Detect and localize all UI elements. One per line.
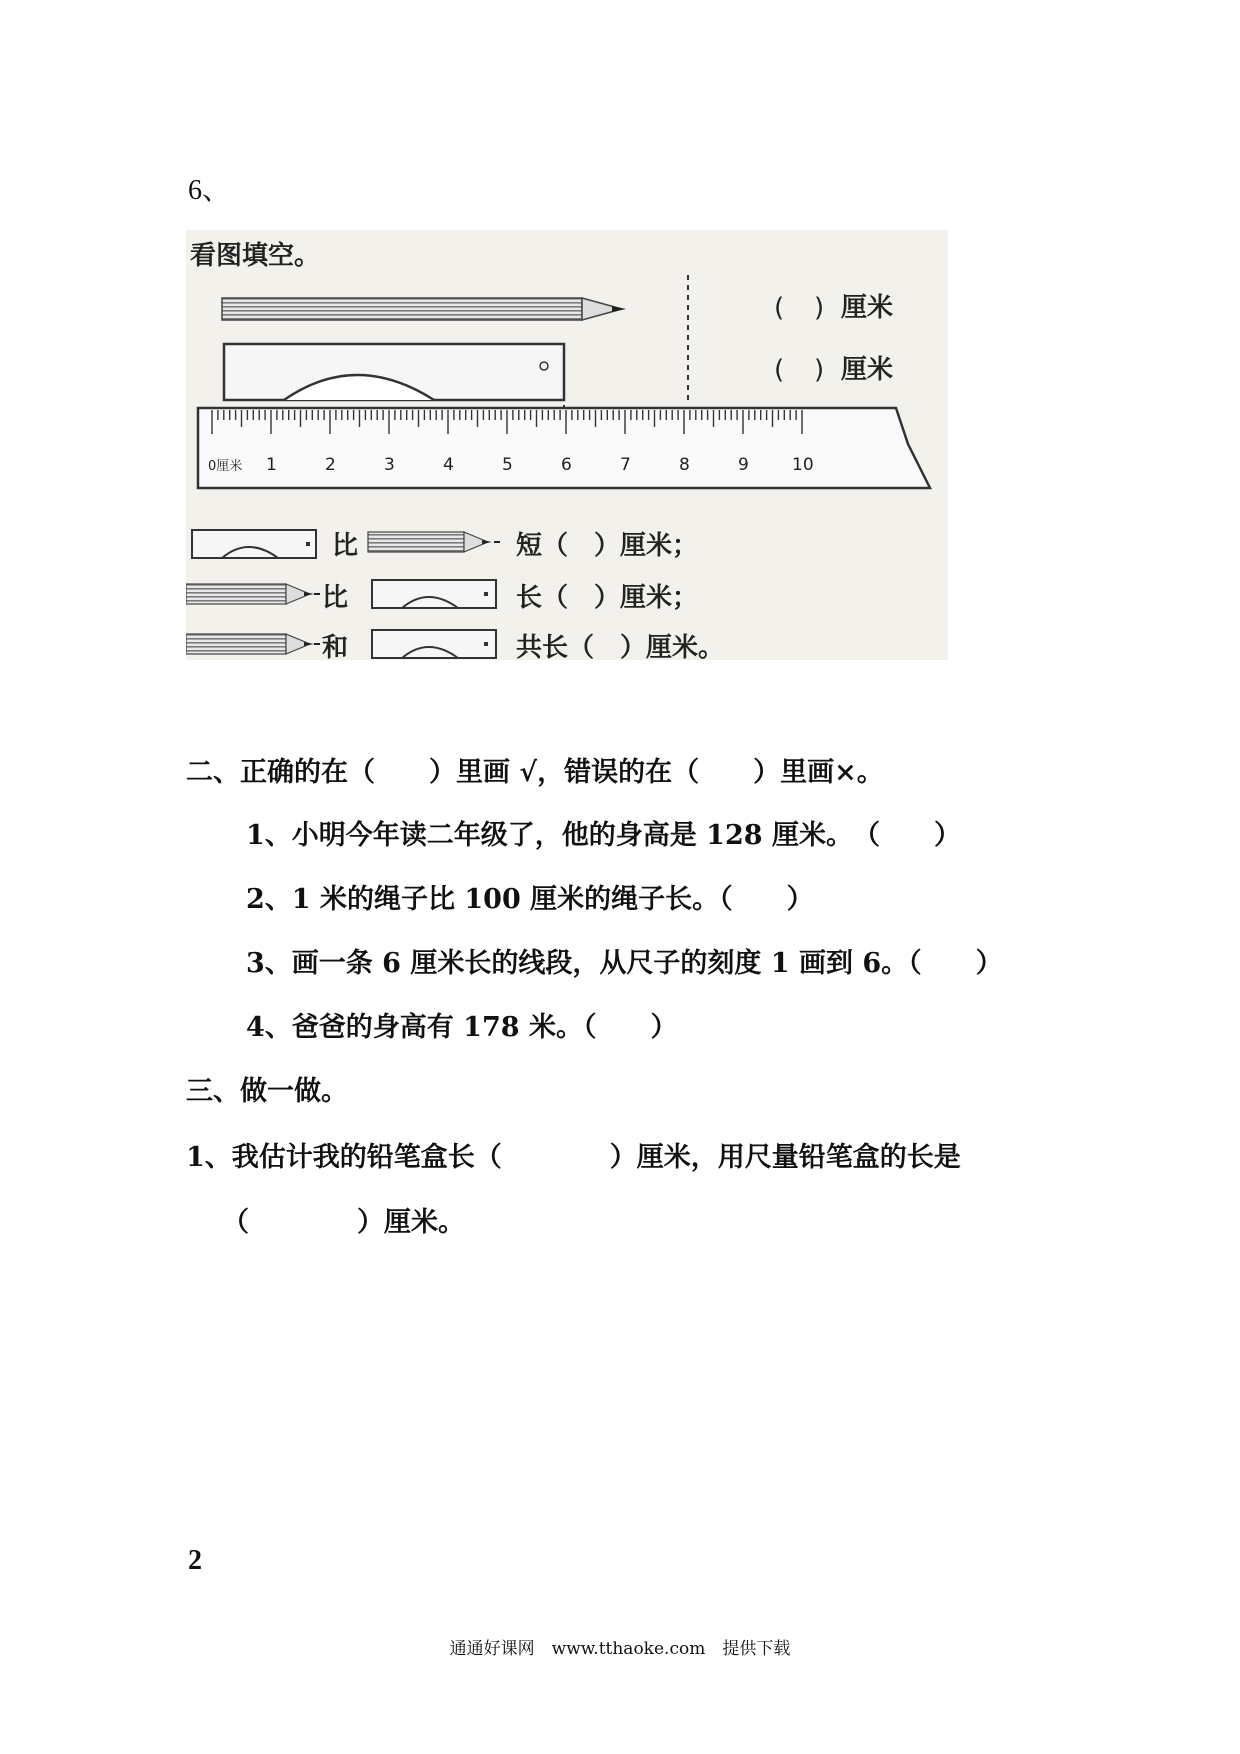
unit-label-1: 厘米	[841, 293, 894, 323]
compare-suffix-3: 共长（ ）厘米。	[516, 633, 725, 660]
compare-word-2: 比	[322, 583, 349, 613]
ruler-label: 5	[502, 455, 513, 475]
eraser-image	[224, 344, 564, 400]
section3-item1-line2: （ ）厘米。	[222, 1207, 465, 1238]
ruler	[198, 408, 930, 488]
blank-close-1: )	[814, 293, 825, 323]
section2-item-1: 1、小明今年读二年级了，他的身高是 128 厘米。 （ ）	[246, 820, 961, 851]
compare-suffix-1: 短（ ）厘米；	[516, 531, 699, 561]
section2-heading: 二、正确的在（ ）里画 √，错误的在（ ）里画×。	[186, 757, 884, 788]
section3-heading: 三、做一做。	[186, 1076, 348, 1107]
compare-suffix-2: 长（ ）厘米；	[516, 583, 699, 613]
ruler-label: 9	[738, 455, 749, 475]
compare-word-1: 比	[332, 531, 359, 561]
ruler-label: 4	[443, 455, 454, 475]
section2-item-3: 3、画一条 6 厘米长的线段，从尺子的刻度 1 画到 6。（ ）	[246, 948, 1003, 979]
pencil-image	[222, 298, 626, 320]
ruler-label: 10	[792, 455, 814, 475]
ruler-label: 2	[325, 455, 336, 475]
section3-item1-line1: 1、我估计我的铅笔盒长（ ）厘米，用尺量铅笔盒的长是	[186, 1142, 961, 1173]
figure-title: 看图填空。	[190, 241, 321, 271]
unit-label-2: 厘米	[841, 355, 894, 385]
compare-row-3	[186, 630, 724, 660]
ruler-label: 3	[384, 455, 395, 475]
blank-close-2: )	[814, 355, 825, 385]
question-number: 6、	[188, 175, 231, 206]
ruler-label-zero: 0厘米	[208, 459, 243, 474]
page-number: 2	[188, 1545, 202, 1576]
ruler-label: 1	[266, 455, 277, 475]
compare-row-2	[186, 580, 698, 613]
footer-text: 通通好课网 www.tthaoke.com 提供下载	[449, 1639, 791, 1659]
compare-row-1	[192, 530, 698, 561]
ruler-label: 6	[561, 455, 572, 475]
section2-item-4: 4、爸爸的身高有 178 米。（ ）	[246, 1012, 678, 1043]
blank-open-1: (	[774, 293, 785, 323]
ruler-label: 7	[620, 455, 631, 475]
ruler-figure	[186, 230, 948, 660]
section2-item-2: 2、1 米的绳子比 100 厘米的绳子长。（ ）	[246, 884, 814, 915]
ruler-label: 8	[679, 455, 690, 475]
blank-open-2: (	[774, 355, 785, 385]
compare-word-3: 和	[322, 633, 349, 660]
